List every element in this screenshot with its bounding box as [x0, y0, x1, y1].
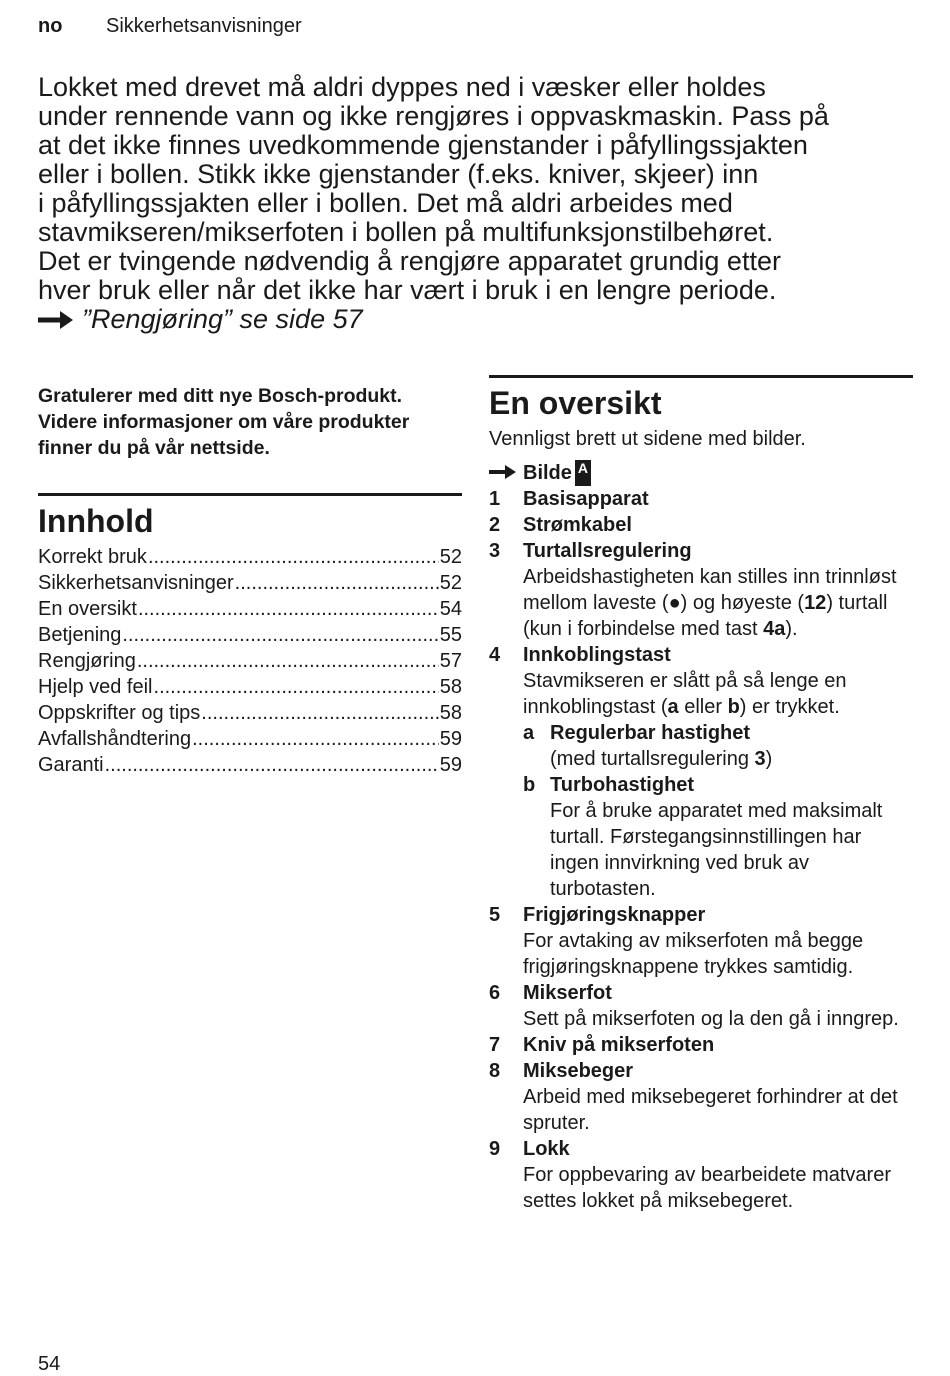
- list-item: 5 Frigjøringsknapper: [489, 904, 706, 926]
- toc-item-page: 52: [439, 546, 462, 568]
- parts-list: [489, 460, 913, 1214]
- list-item: 4 Innkoblingstast: [489, 644, 671, 666]
- toc-item[interactable]: [38, 700, 462, 726]
- item-title: Frigjøringsknapper: [523, 904, 706, 926]
- toc-item-label: Betjening: [38, 624, 122, 646]
- figure-label: Bilde: [523, 462, 572, 484]
- toc-item-label: Garanti: [38, 754, 104, 776]
- list-item: 7 Kniv på mikserfoten: [489, 1034, 715, 1056]
- right-column: [489, 375, 913, 1214]
- toc-item-label: Oppskrifter og tips: [38, 702, 201, 724]
- list-item: 6 Mikserfot: [489, 982, 612, 1004]
- warning-line: stavmikseren/mikserfoten i bollen på multifunksjonstilbehøret.: [38, 217, 774, 247]
- toc-item[interactable]: [38, 544, 462, 570]
- warning-line: hver bruk eller når det ikke har vært i bruk i en lengre periode.: [38, 275, 777, 305]
- toc-item[interactable]: [38, 726, 462, 752]
- warning-line: eller i bollen. Stikk ikke gjenstander (f.eks. kniver, skjeer) inn: [38, 159, 759, 189]
- item-title: Basisapparat: [523, 488, 649, 510]
- intro-text: Gratulerer med ditt nye Bosch-produkt. Videre informasjoner om våre produkter finner du på vår nettside.: [38, 385, 410, 459]
- sub-list-item: a Regulerbar hastighet: [523, 722, 751, 744]
- toc-item-label: Rengjøring: [38, 650, 136, 672]
- warning-line: Det er tvingende nødvendig å rengjøre apparatet grundig etter: [38, 246, 781, 276]
- item-description: For avtaking av mikserfoten må begge frigjøringsknappene trykkes samtidig.: [523, 930, 864, 978]
- section-divider: [38, 493, 462, 496]
- toc-item-label: Sikkerhetsanvisninger: [38, 572, 234, 594]
- toc-item-page: 59: [439, 754, 462, 776]
- toc-item-page: 58: [439, 676, 462, 698]
- item-title: Miksebeger: [523, 1060, 634, 1082]
- item-title: Strømkabel: [523, 514, 632, 536]
- item-description: (med turtallsregulering 3): [550, 748, 773, 770]
- arrow-right-icon: [489, 464, 517, 480]
- page-header: [38, 15, 302, 38]
- item-description: Arbeidshastigheten kan stilles inn trinnløst mellom laveste (●) og høyeste (12) turtall (kun i forbindelse med tast 4a).: [523, 566, 897, 640]
- toc-item-page: 55: [439, 624, 462, 646]
- warning-line: under rennende vann og ikke rengjøres i oppvaskmaskin. Pass på: [38, 101, 829, 131]
- section-divider: [489, 375, 913, 378]
- warning-line: Lokket med drevet må aldri dyppes ned i væsker eller holdes: [38, 72, 766, 102]
- item-title: Turbohastighet: [550, 774, 695, 796]
- item-title: Innkoblingstast: [523, 644, 671, 666]
- item-description: For å bruke apparatet med maksimalt turtall. Førstegangsinnstillingen har ingen innvirkning ved bruk av turbotasten.: [550, 800, 883, 900]
- figure-reference[interactable]: [489, 460, 913, 486]
- item-title: Kniv på mikserfoten: [523, 1034, 715, 1056]
- toc-item[interactable]: [38, 674, 462, 700]
- item-description: Arbeid med miksebegeret forhindrer at det spruter.: [523, 1086, 898, 1134]
- toc-item[interactable]: [38, 648, 462, 674]
- toc-item[interactable]: [38, 622, 462, 648]
- toc-item-page: 54: [439, 598, 462, 620]
- section-title: Sikkerhetsanvisninger: [106, 15, 302, 37]
- toc-item-label: Korrekt bruk: [38, 546, 147, 568]
- item-title: Lokk: [523, 1138, 570, 1160]
- list-item: 3 Turtallsregulering: [489, 540, 692, 562]
- left-column: [38, 383, 462, 778]
- language-code: no: [38, 15, 63, 37]
- toc-item-page: 52: [439, 572, 462, 594]
- item-description: Stavmikseren er slått på så lenge en innkoblingstast (a eller b) er trykket.: [523, 670, 847, 718]
- toc-title: Innhold: [38, 503, 154, 539]
- toc-item-page: 57: [439, 650, 462, 672]
- page-number: 54: [38, 1353, 61, 1375]
- figure-letter-badge: A: [575, 460, 591, 486]
- item-title: Turtallsregulering: [523, 540, 692, 562]
- arrow-right-icon: [38, 310, 74, 330]
- list-item: 8 Miksebeger: [489, 1060, 634, 1082]
- overview-title: En oversikt: [489, 385, 662, 421]
- toc-item-label: Hjelp ved feil: [38, 676, 153, 698]
- item-title: Regulerbar hastighet: [550, 722, 751, 744]
- cross-reference[interactable]: [38, 305, 918, 334]
- safety-warning: [38, 73, 918, 334]
- cross-reference-text: ”Rengjøring” se side 57: [82, 304, 363, 334]
- toc-item[interactable]: [38, 596, 462, 622]
- table-of-contents: [38, 544, 462, 778]
- toc-item-page: 58: [439, 702, 462, 724]
- list-item: 9 Lokk: [489, 1138, 570, 1160]
- toc-item-label: Avfallshåndtering: [38, 728, 192, 750]
- toc-item-label: En oversikt: [38, 598, 137, 620]
- list-item: 2 Strømkabel: [489, 514, 632, 536]
- warning-line: i påfyllingssjakten eller i bollen. Det må aldri arbeides med: [38, 188, 733, 218]
- item-description: For oppbevaring av bearbeidete matvarer settes lokket på miksebegeret.: [523, 1164, 891, 1212]
- item-title: Mikserfot: [523, 982, 612, 1004]
- toc-item-page: 59: [439, 728, 462, 750]
- toc-item[interactable]: [38, 752, 462, 778]
- toc-item[interactable]: [38, 570, 462, 596]
- overview-subtitle: Vennligst brett ut sidene med bilder.: [489, 428, 806, 450]
- warning-line: at det ikke finnes uvedkommende gjenstander i påfyllingssjakten: [38, 130, 808, 160]
- sub-list-item: b Turbohastighet: [523, 774, 695, 796]
- item-description: Sett på mikserfoten og la den gå i inngrep.: [523, 1008, 899, 1030]
- list-item: 1 Basisapparat: [489, 488, 649, 510]
